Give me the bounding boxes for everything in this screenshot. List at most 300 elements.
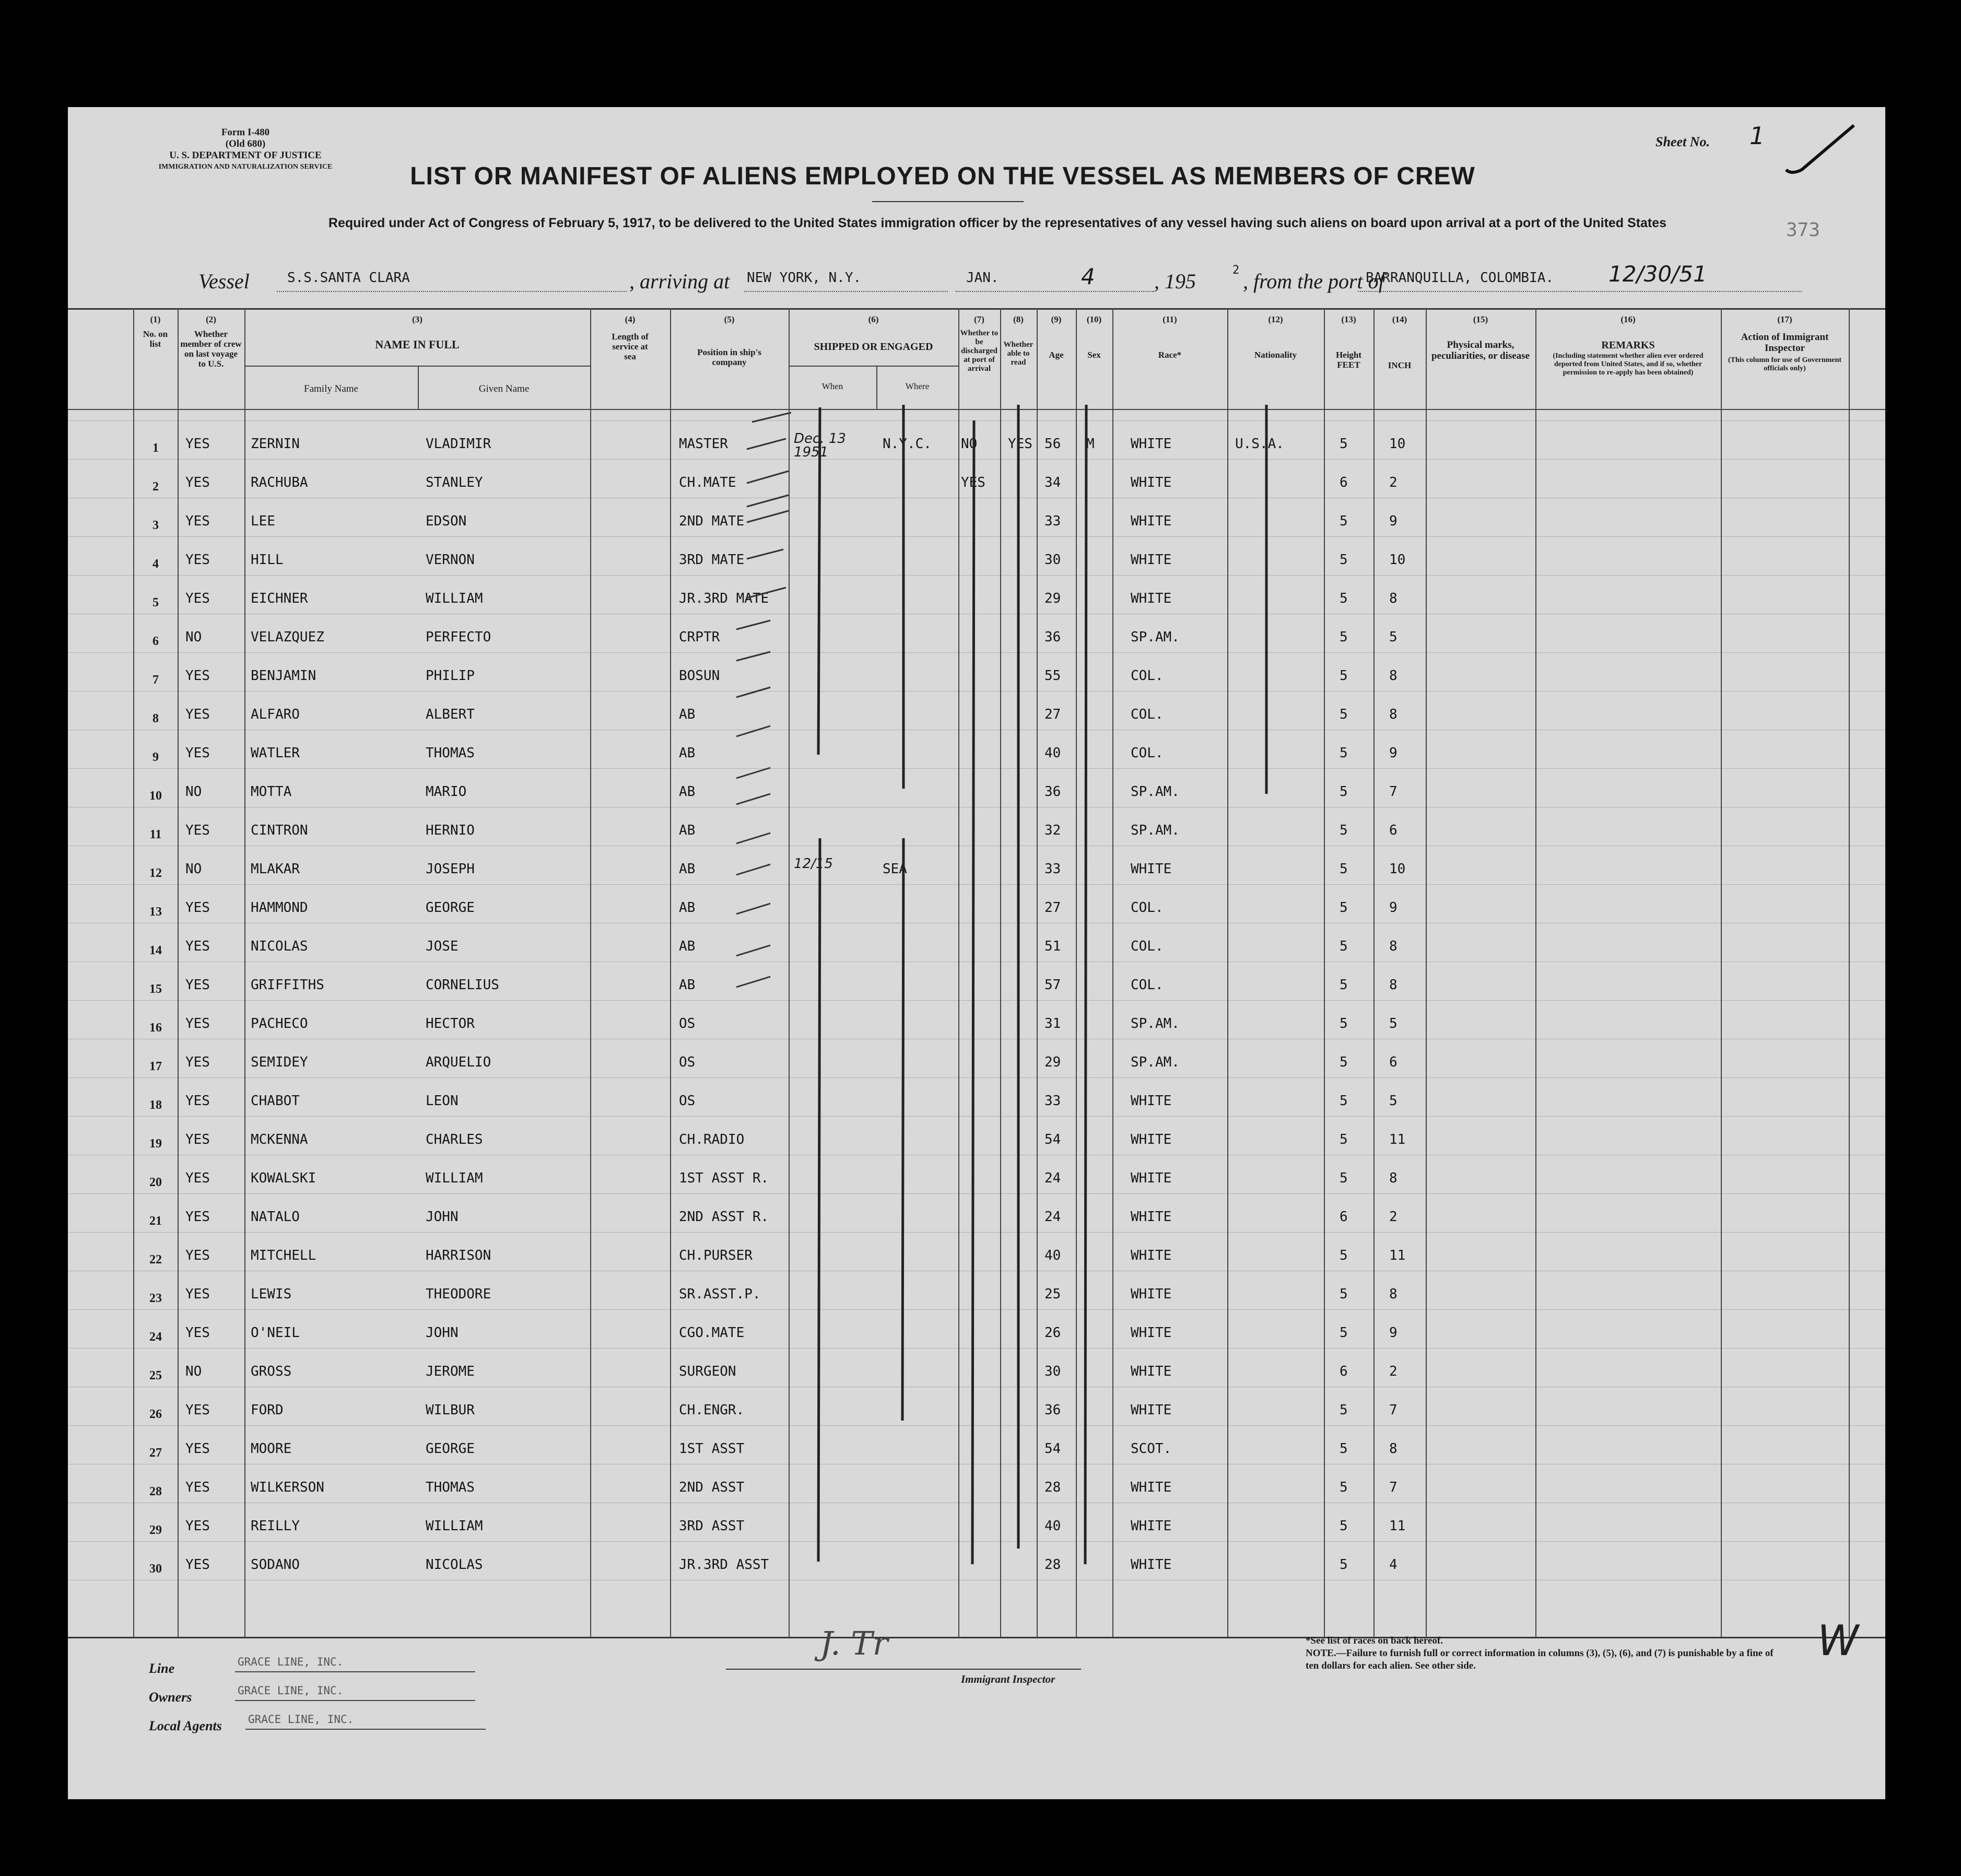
- crew-in-cell: 8: [1389, 1170, 1398, 1186]
- crew-given-cell: LEON: [426, 1093, 459, 1109]
- crew-position-cell: BOSUN: [679, 668, 720, 684]
- crew-in-cell: 2: [1389, 1209, 1398, 1225]
- crew-ft-cell: 5: [1340, 552, 1348, 568]
- crew-given-cell: THEODORE: [426, 1286, 491, 1302]
- crew-in-cell: 11: [1389, 1518, 1406, 1534]
- col-12-number: (12): [1268, 314, 1283, 324]
- crew-ft-cell: 5: [1340, 1170, 1348, 1186]
- title-divider: [872, 201, 1024, 202]
- crew-position-cell: AB: [679, 823, 696, 838]
- crew-age-cell: 33: [1044, 513, 1061, 529]
- crew-age-cell: 51: [1044, 939, 1061, 954]
- row-number: 4: [152, 557, 159, 571]
- col-8-header: Whether able to read: [1003, 341, 1034, 367]
- crew-given-cell: JOHN: [426, 1325, 459, 1341]
- crew-last-voyage-cell: YES: [185, 977, 210, 993]
- crew-family-cell: EICHNER: [251, 591, 308, 606]
- crew-age-cell: 54: [1044, 1132, 1061, 1147]
- row-number: 10: [149, 789, 162, 803]
- crew-last-voyage-cell: YES: [185, 1016, 210, 1031]
- row-number: 20: [149, 1176, 162, 1189]
- crew-last-voyage-cell: YES: [185, 513, 210, 529]
- service-name: IMMIGRATION AND NATURALIZATION SERVICE: [158, 163, 333, 171]
- crew-in-cell: 8: [1389, 939, 1398, 954]
- row-number: 15: [149, 982, 162, 996]
- col-16-number: (16): [1621, 314, 1636, 324]
- crew-in-cell: 2: [1389, 1364, 1398, 1379]
- crew-age-cell: 26: [1044, 1325, 1061, 1341]
- col-6-sub-when: When: [821, 381, 843, 391]
- crew-position-cell: SR.ASST.P.: [679, 1286, 761, 1302]
- crew-position-cell: SURGEON: [679, 1364, 736, 1379]
- crew-position-cell: 2ND ASST: [679, 1480, 745, 1495]
- crew-family-cell: MLAKAR: [251, 861, 300, 877]
- crew-family-cell: MOORE: [251, 1441, 292, 1457]
- owners-label: Owners: [149, 1690, 192, 1705]
- crew-given-cell: STANLEY: [426, 475, 483, 490]
- crew-last-voyage-cell: YES: [185, 1132, 210, 1147]
- crew-given-cell: MARIO: [426, 784, 467, 800]
- crew-in-cell: 7: [1389, 1402, 1398, 1418]
- crew-given-cell: WILLIAM: [426, 591, 483, 606]
- crew-ft-cell: 5: [1340, 977, 1348, 993]
- crew-last-voyage-cell: YES: [185, 1209, 210, 1225]
- row-number: 6: [152, 635, 159, 648]
- crew-in-cell: 5: [1389, 1093, 1398, 1109]
- crew-family-cell: MCKENNA: [251, 1132, 308, 1147]
- departure-underline: [1358, 291, 1802, 292]
- crew-in-cell: 4: [1389, 1557, 1398, 1573]
- crew-ft-cell: 5: [1340, 1480, 1348, 1495]
- footer-note: [1306, 1635, 1776, 1672]
- crew-race-cell: WHITE: [1131, 1093, 1172, 1109]
- row-number: 17: [149, 1060, 162, 1073]
- crew-age-cell: 32: [1044, 823, 1061, 838]
- crew-position-cell: JR.3RD MATE: [679, 591, 769, 606]
- crew-age-cell: 40: [1044, 745, 1061, 761]
- crew-race-cell: WHITE: [1131, 1170, 1172, 1186]
- crew-family-cell: HILL: [251, 552, 284, 568]
- crew-age-cell: 28: [1044, 1557, 1061, 1573]
- crew-given-cell: EDSON: [426, 513, 467, 529]
- crew-ft-cell: 5: [1340, 784, 1348, 800]
- crew-race-cell: WHITE: [1131, 475, 1172, 490]
- year-prefix: , 195: [1154, 269, 1196, 293]
- crew-given-cell: GEORGE: [426, 1441, 475, 1457]
- crew-in-cell: 7: [1389, 1480, 1398, 1495]
- crew-given-cell: GEORGE: [426, 900, 475, 916]
- crew-ft-cell: 5: [1340, 1016, 1348, 1031]
- crew-age-cell: 31: [1044, 1016, 1061, 1031]
- crew-family-cell: HAMMOND: [251, 900, 308, 916]
- crew-ft-cell: 6: [1340, 1364, 1348, 1379]
- crew-race-cell: COL.: [1131, 939, 1164, 954]
- row-number: 26: [149, 1408, 162, 1421]
- crew-given-cell: CORNELIUS: [426, 977, 499, 993]
- crew-position-cell: CGO.MATE: [679, 1325, 745, 1341]
- crew-given-cell: JOSE: [426, 939, 459, 954]
- crew-in-cell: 10: [1389, 861, 1406, 877]
- signature-line: [726, 1669, 1081, 1670]
- crew-ft-cell: 5: [1340, 436, 1348, 452]
- form-old-number: (Old 680): [225, 138, 266, 149]
- crew-last-voyage-cell: YES: [185, 1248, 210, 1263]
- crew-last-voyage-cell: YES: [185, 939, 210, 954]
- crew-race-cell: WHITE: [1131, 1286, 1172, 1302]
- crew-race-cell: WHITE: [1131, 1518, 1172, 1534]
- crew-family-cell: NICOLAS: [251, 939, 308, 954]
- crew-given-cell: THOMAS: [426, 745, 475, 761]
- vessel-label: Vessel: [198, 269, 250, 293]
- row-number: 16: [149, 1021, 162, 1035]
- crew-race-cell: WHITE: [1131, 861, 1172, 877]
- crew-race-cell: WHITE: [1131, 1402, 1172, 1418]
- crew-given-cell: ALBERT: [426, 707, 475, 722]
- crew-age-cell: 40: [1044, 1248, 1061, 1263]
- crew-ft-cell: 5: [1340, 1402, 1348, 1418]
- crew-in-cell: 9: [1389, 745, 1398, 761]
- row-number: 23: [149, 1292, 162, 1305]
- month-underline: [956, 291, 1154, 292]
- row-number: 7: [152, 673, 159, 687]
- crew-ft-cell: 5: [1340, 1441, 1348, 1457]
- col-8-number: (8): [1013, 314, 1024, 324]
- crew-last-voyage-cell: YES: [185, 1093, 210, 1109]
- row-number: 14: [149, 944, 162, 957]
- crew-race-cell: SP.AM.: [1131, 629, 1180, 645]
- col-10-number: (10): [1086, 314, 1102, 324]
- crew-family-cell: GRIFFITHS: [251, 977, 324, 993]
- crew-age-cell: 55: [1044, 668, 1061, 684]
- crew-ft-cell: 5: [1340, 939, 1348, 954]
- col-3-header: NAME IN FULL: [375, 338, 460, 351]
- row-number: 24: [149, 1330, 162, 1344]
- crew-in-cell: 5: [1389, 629, 1398, 645]
- crew-last-voyage-cell: YES: [185, 745, 210, 761]
- owners-value: GRACE LINE, INC.: [238, 1684, 344, 1697]
- crew-position-cell: CH.MATE: [679, 475, 736, 490]
- crew-age-cell: 27: [1044, 900, 1061, 916]
- crew-given-cell: JEROME: [426, 1364, 475, 1379]
- col-5-header: Position in ship's company: [697, 347, 761, 367]
- crew-position-cell: OS: [679, 1016, 696, 1031]
- crew-age-cell: 29: [1044, 591, 1061, 606]
- crew-ft-cell: 5: [1340, 1093, 1348, 1109]
- crew-ft-cell: 5: [1340, 513, 1348, 529]
- crew-family-cell: REILLY: [251, 1518, 300, 1534]
- crew-given-cell: NICOLAS: [426, 1557, 483, 1573]
- col-17-header: Action of Immigrant Inspector: [1741, 332, 1829, 354]
- penalty-note: NOTE.—Failure to furnish full or correct information in columns (3), (5), (6), and (7) is punishable by a fine of ten dollars for each alien. See other side.: [1306, 1648, 1774, 1671]
- crew-in-cell: 6: [1389, 1054, 1398, 1070]
- arriving-label: , arriving at: [629, 269, 730, 293]
- crew-last-voyage-cell: YES: [185, 1054, 210, 1070]
- crew-last-voyage-cell: YES: [185, 1325, 210, 1341]
- crew-in-cell: 10: [1389, 552, 1406, 568]
- crew-last-voyage-cell: YES: [185, 1480, 210, 1495]
- row-number: 9: [152, 751, 159, 764]
- crew-ft-cell: 5: [1340, 591, 1348, 606]
- departure-date-handwritten: 12/30/51: [1608, 261, 1707, 287]
- crew-race-cell: SP.AM.: [1131, 823, 1180, 838]
- crew-family-cell: GROSS: [251, 1364, 292, 1379]
- crew-race-cell: SCOT.: [1131, 1441, 1172, 1457]
- crew-age-cell: 33: [1044, 1093, 1061, 1109]
- crew-ft-cell: 5: [1340, 707, 1348, 722]
- crew-age-cell: 36: [1044, 784, 1061, 800]
- crew-family-cell: CHABOT: [251, 1093, 300, 1109]
- crew-in-cell: 7: [1389, 784, 1398, 800]
- crew-ft-cell: 5: [1340, 629, 1348, 645]
- crew-age-cell: 30: [1044, 552, 1061, 568]
- line-value: GRACE LINE, INC.: [238, 1656, 344, 1668]
- col-7-number: (7): [974, 314, 984, 324]
- crew-position-cell: 1ST ASST: [679, 1441, 745, 1457]
- crew-race-cell: WHITE: [1131, 513, 1172, 529]
- crew-in-cell: 5: [1389, 1016, 1398, 1031]
- races-note: *See list of races on back hereof.: [1306, 1635, 1443, 1646]
- agents-underline: [245, 1729, 486, 1730]
- crew-last-voyage-cell: YES: [185, 668, 210, 684]
- crew-discharged-cell: YES: [961, 475, 985, 490]
- crew-position-cell: CH.ENGR.: [679, 1402, 745, 1418]
- crew-given-cell: VERNON: [426, 552, 475, 568]
- row-number: 29: [149, 1523, 162, 1537]
- crew-given-cell: PERFECTO: [426, 629, 491, 645]
- crew-discharged-cell: NO: [961, 436, 978, 452]
- crew-race-cell: COL.: [1131, 900, 1164, 916]
- row-number: 12: [149, 866, 162, 880]
- col-2-number: (2): [206, 314, 216, 324]
- crew-race-cell: COL.: [1131, 977, 1164, 993]
- crew-position-cell: AB: [679, 861, 696, 877]
- col-3-sub-family: Family Name: [304, 383, 358, 394]
- row-number: 11: [149, 828, 162, 841]
- department-name: U. S. DEPARTMENT OF JUSTICE: [169, 150, 322, 161]
- crew-family-cell: ALFARO: [251, 707, 300, 722]
- crew-last-voyage-cell: YES: [185, 1557, 210, 1573]
- sheet-number-value: 1: [1749, 122, 1765, 150]
- crew-position-cell: AB: [679, 977, 696, 993]
- row-number: 8: [152, 712, 159, 725]
- row-number: 5: [152, 596, 159, 609]
- col-14-number: (14): [1392, 314, 1407, 324]
- crew-last-voyage-cell: YES: [185, 1402, 210, 1418]
- row-number: 22: [149, 1253, 162, 1267]
- col-4-number: (4): [625, 314, 636, 324]
- row-number: 1: [152, 441, 159, 455]
- crew-ft-cell: 5: [1340, 1325, 1348, 1341]
- crew-in-cell: 8: [1389, 977, 1398, 993]
- crew-age-cell: 54: [1044, 1441, 1061, 1457]
- col-6-sub-where: Where: [905, 381, 930, 391]
- crew-ft-cell: 5: [1340, 1248, 1348, 1263]
- crew-given-cell: HERNIO: [426, 823, 475, 838]
- crew-race-cell: SP.AM.: [1131, 784, 1180, 800]
- crew-last-voyage-cell: NO: [185, 861, 202, 877]
- col-1-number: (1): [150, 314, 161, 324]
- year-digit: 2: [1232, 264, 1240, 277]
- crew-family-cell: FORD: [251, 1402, 284, 1418]
- crew-family-cell: PACHECO: [251, 1016, 308, 1031]
- crew-race-cell: WHITE: [1131, 1325, 1172, 1341]
- col-9-header: Age: [1049, 350, 1064, 360]
- crew-position-cell: AB: [679, 900, 696, 916]
- crew-age-cell: 57: [1044, 977, 1061, 993]
- page-title: LIST OR MANIFEST OF ALIENS EMPLOYED ON THE VESSEL AS MEMBERS OF CREW: [410, 162, 1475, 190]
- crew-race-cell: WHITE: [1131, 1209, 1172, 1225]
- form-number: Form I-480: [221, 127, 270, 138]
- crew-race-cell: SP.AM.: [1131, 1054, 1180, 1070]
- row-number: 2: [152, 480, 159, 494]
- crew-position-cell: CH.RADIO: [679, 1132, 745, 1147]
- crew-in-cell: 2: [1389, 475, 1398, 490]
- col-12-header: Nationality: [1254, 350, 1297, 360]
- crew-last-voyage-cell: YES: [185, 1286, 210, 1302]
- row-number: 3: [152, 519, 159, 532]
- crew-age-cell: 27: [1044, 707, 1061, 722]
- departure-port: BARRANQUILLA, COLOMBIA.: [1366, 270, 1554, 286]
- col-7-header: Whether to be discharged at port of arrival: [960, 329, 999, 373]
- line-label: Line: [149, 1661, 175, 1676]
- crew-race-cell: COL.: [1131, 668, 1164, 684]
- crew-race-cell: WHITE: [1131, 1248, 1172, 1263]
- crew-position-cell: CH.PURSER: [679, 1248, 753, 1263]
- crew-given-cell: PHILIP: [426, 668, 475, 684]
- col-15-number: (15): [1473, 314, 1488, 324]
- crew-ft-cell: 5: [1340, 1557, 1348, 1573]
- crew-when-cell: Dec. 13 1951: [794, 431, 846, 460]
- arrival-month: JAN.: [966, 270, 999, 286]
- crew-family-cell: WATLER: [251, 745, 300, 761]
- crew-in-cell: 10: [1389, 436, 1406, 452]
- col-14-header: INCH: [1388, 360, 1412, 370]
- row-number: 28: [149, 1485, 162, 1498]
- col-6-number: (6): [868, 314, 879, 324]
- col-5-number: (5): [724, 314, 735, 324]
- crew-ft-cell: 5: [1340, 1518, 1348, 1534]
- crew-in-cell: 9: [1389, 1325, 1398, 1341]
- crew-given-cell: WILLIAM: [426, 1518, 483, 1534]
- crew-ft-cell: 5: [1340, 861, 1348, 877]
- arrival-port: NEW YORK, N.Y.: [747, 270, 862, 286]
- crew-given-cell: VLADIMIR: [426, 436, 491, 452]
- col-3-number: (3): [412, 314, 422, 324]
- manifest-sheet: [68, 107, 1885, 1799]
- crew-ft-cell: 5: [1340, 745, 1348, 761]
- crew-in-cell: 9: [1389, 900, 1398, 916]
- crew-family-cell: BENJAMIN: [251, 668, 316, 684]
- arrival-underline: [744, 291, 948, 292]
- crew-read-cell: YES: [1008, 436, 1032, 452]
- crew-position-cell: 1ST ASST R.: [679, 1170, 769, 1186]
- crew-given-cell: THOMAS: [426, 1480, 475, 1495]
- crew-age-cell: 24: [1044, 1170, 1061, 1186]
- crew-last-voyage-cell: YES: [185, 1441, 210, 1457]
- crew-last-voyage-cell: YES: [185, 436, 210, 452]
- arrival-day: 4: [1081, 264, 1095, 289]
- crew-in-cell: 9: [1389, 513, 1398, 529]
- col-16-note: (Including statement whether alien ever ordered deported from United States, and if so, whether permission to re-apply has been obtained): [1553, 352, 1704, 377]
- crew-age-cell: 36: [1044, 629, 1061, 645]
- vessel-underline: [277, 291, 627, 292]
- crew-last-voyage-cell: NO: [185, 784, 202, 800]
- crew-position-cell: MASTER: [679, 436, 728, 452]
- crew-last-voyage-cell: YES: [185, 552, 210, 568]
- crew-in-cell: 11: [1389, 1132, 1406, 1147]
- col-9-number: (9): [1051, 314, 1062, 324]
- col-2-header: Whether member of crew on last voyage to U.S.: [180, 329, 242, 369]
- crew-position-cell: 3RD MATE: [679, 552, 745, 568]
- crew-family-cell: RACHUBA: [251, 475, 308, 490]
- page-subtitle: Required under Act of Congress of February 5, 1917, to be delivered to the United States immigration officer by the representatives of any vessel having such aliens on board upon arrival at a port of the United States: [328, 216, 1667, 230]
- crew-race-cell: WHITE: [1131, 591, 1172, 606]
- crew-when-cell: 12/15: [794, 856, 833, 872]
- crew-nationality-cell: U.S.A.: [1235, 436, 1284, 452]
- row-number: 21: [149, 1214, 162, 1228]
- crew-given-cell: CHARLES: [426, 1132, 483, 1147]
- vessel-name: S.S.SANTA CLARA: [287, 270, 410, 286]
- crew-family-cell: NATALO: [251, 1209, 300, 1225]
- crew-age-cell: 28: [1044, 1480, 1061, 1495]
- col-16-header: REMARKS: [1601, 339, 1655, 351]
- crew-position-cell: 2ND MATE: [679, 513, 745, 529]
- crew-ft-cell: 6: [1340, 1209, 1348, 1225]
- crew-family-cell: MITCHELL: [251, 1248, 316, 1263]
- crew-last-voyage-cell: YES: [185, 900, 210, 916]
- col-17-number: (17): [1777, 314, 1792, 324]
- crew-race-cell: WHITE: [1131, 436, 1172, 452]
- row-number: 27: [149, 1446, 162, 1460]
- owners-underline: [235, 1700, 475, 1701]
- crew-position-cell: AB: [679, 939, 696, 954]
- crew-last-voyage-cell: YES: [185, 707, 210, 722]
- crew-family-cell: ZERNIN: [251, 436, 300, 452]
- crew-family-cell: VELAZQUEZ: [251, 629, 324, 645]
- crew-position-cell: 2ND ASST R.: [679, 1209, 769, 1225]
- crew-in-cell: 8: [1389, 1441, 1398, 1457]
- col-1-header: No. on list: [143, 329, 168, 349]
- crew-last-voyage-cell: NO: [185, 629, 202, 645]
- crew-ft-cell: 5: [1340, 1054, 1348, 1070]
- row-number: 18: [149, 1098, 162, 1112]
- crew-position-cell: 3RD ASST: [679, 1518, 745, 1534]
- crew-given-cell: JOSEPH: [426, 861, 475, 877]
- line-underline: [235, 1671, 475, 1672]
- ditto-marks: [68, 308, 1885, 1637]
- crew-position-cell: OS: [679, 1054, 696, 1070]
- crew-in-cell: 8: [1389, 668, 1398, 684]
- crew-where-cell: SEA: [883, 861, 907, 877]
- crew-position-cell: AB: [679, 784, 696, 800]
- crew-position-cell: OS: [679, 1093, 696, 1109]
- crew-ft-cell: 5: [1340, 668, 1348, 684]
- crew-in-cell: 8: [1389, 707, 1398, 722]
- crew-sex-cell: M: [1086, 436, 1095, 452]
- crew-given-cell: HARRISON: [426, 1248, 491, 1263]
- crew-family-cell: KOWALSKI: [251, 1170, 316, 1186]
- crew-where-cell: N.Y.C.: [883, 436, 932, 452]
- crew-ft-cell: 5: [1340, 1132, 1348, 1147]
- col-15-header: Physical marks, peculiarities, or disease: [1431, 339, 1530, 361]
- crew-given-cell: WILLIAM: [426, 1170, 483, 1186]
- crew-ft-cell: 6: [1340, 475, 1348, 490]
- crew-family-cell: LEWIS: [251, 1286, 292, 1302]
- col-17-note: (This column for use of Government officials only): [1728, 356, 1842, 372]
- crew-race-cell: WHITE: [1131, 1480, 1172, 1495]
- from-port-label: , from the port of: [1243, 269, 1384, 293]
- crew-ft-cell: 5: [1340, 900, 1348, 916]
